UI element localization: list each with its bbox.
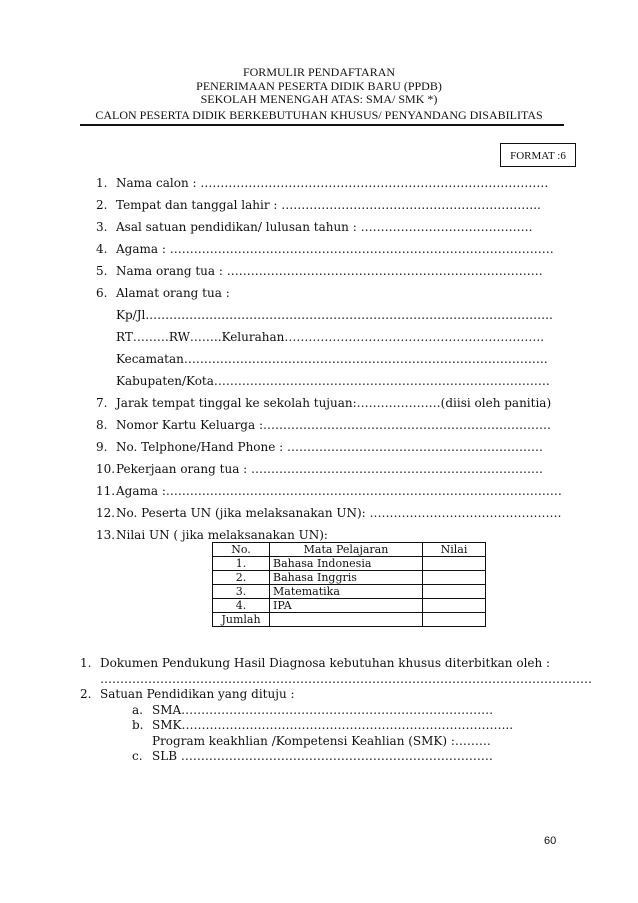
total-subject-cell bbox=[270, 613, 423, 627]
field-number: 4. bbox=[96, 242, 108, 256]
field-number: 1. bbox=[96, 176, 108, 190]
field-row[interactable] bbox=[96, 414, 556, 436]
subject-name: Bahasa Indonesia bbox=[270, 557, 423, 571]
field-row[interactable] bbox=[96, 194, 556, 216]
field-number: 3. bbox=[96, 220, 108, 234]
col-header-no: No. bbox=[213, 543, 270, 557]
address-row[interactable] bbox=[96, 370, 556, 392]
field-label: Nomor Kartu Keluarga :……………………………………………………………… bbox=[116, 418, 551, 432]
field-row[interactable] bbox=[96, 260, 556, 282]
field-label: Kecamatan………………………………………………………………………………. bbox=[116, 352, 548, 366]
item-label: Dokumen Pendukung Hasil Diagnosa kebutuhan khusus diterbitkan oleh : bbox=[100, 656, 551, 670]
field-label: RT………RW……..Kelurahan……………………………………………………….. bbox=[116, 330, 545, 344]
address-row[interactable] bbox=[96, 304, 556, 326]
field-number: 2. bbox=[96, 198, 108, 212]
field-label: Tempat dan tanggal lahir : ……………………………………………………….. bbox=[116, 198, 541, 212]
field-row[interactable] bbox=[96, 436, 556, 458]
field-label: Alamat orang tua : bbox=[116, 286, 230, 300]
field-number: 8. bbox=[96, 418, 108, 432]
field-label: Asal satuan pendidikan/ lulusan tahun : ……………………………………. bbox=[116, 220, 533, 234]
format-badge: FORMAT :6 bbox=[500, 143, 576, 167]
table-row bbox=[213, 571, 486, 585]
option-letter: a. bbox=[132, 702, 143, 717]
field-label: Agama :……………………………………………………………………………………… bbox=[116, 484, 562, 498]
field-label: Nama calon : …………………………………………………………………………… bbox=[116, 176, 549, 190]
score-cell[interactable] bbox=[423, 571, 486, 585]
field-row bbox=[96, 282, 556, 304]
field-label: Jarak tempat tinggal ke sekolah tujuan:…………………(diisi oleh panitia) bbox=[116, 396, 552, 410]
table-row bbox=[213, 599, 486, 613]
total-label: Jumlah bbox=[213, 613, 270, 627]
field-number: 6. bbox=[96, 286, 108, 300]
form-subtitle: PENERIMAAN PESERTA DIDIK BARU (PPDB) bbox=[196, 78, 442, 93]
school-option[interactable] bbox=[80, 749, 560, 765]
school-level: SEKOLAH MENENGAH ATAS: SMA/ SMK *) bbox=[200, 92, 438, 106]
school-option[interactable] bbox=[80, 718, 560, 734]
col-header-subject: Mata Pelajaran bbox=[270, 543, 423, 557]
table-row bbox=[213, 585, 486, 599]
diagnosis-document-blank[interactable] bbox=[80, 671, 592, 688]
field-number: 10. bbox=[96, 462, 116, 476]
item-label: Satuan Pendidikan yang dituju : bbox=[100, 687, 295, 701]
table-row bbox=[213, 557, 486, 571]
item-number: 2. bbox=[80, 687, 92, 701]
row-number: 3. bbox=[213, 585, 270, 599]
item-number: 1. bbox=[80, 656, 92, 670]
form-fields bbox=[96, 172, 562, 546]
option-text: SMA…………………………………………………………………… bbox=[152, 702, 494, 717]
field-label: No. Telphone/Hand Phone : ………………………………………………………. bbox=[116, 440, 543, 454]
row-number: 4. bbox=[213, 599, 270, 613]
target-group: CALON PESERTA DIDIK BERKEBUTUHAN KHUSUS/ PENYANDANG DISABILITAS bbox=[95, 107, 543, 122]
field-label: Kabupaten/Kota………………………………………………………………………… bbox=[116, 374, 550, 388]
row-number: 1. bbox=[213, 557, 270, 571]
row-number: 2. bbox=[213, 571, 270, 585]
address-row[interactable] bbox=[96, 348, 556, 370]
page-number: 60 bbox=[544, 835, 557, 847]
field-row[interactable] bbox=[96, 502, 562, 524]
option-text: Program keakhlian /Kompetensi Keahlian (SMK) :……… bbox=[152, 733, 491, 748]
school-option-program[interactable] bbox=[80, 734, 560, 750]
field-label: Agama : …………………………………………………………………………………… bbox=[116, 242, 554, 256]
subject-name: Matematika bbox=[270, 585, 423, 599]
form-title: FORMULIR PENDAFTARAN bbox=[242, 65, 396, 79]
field-label: Kp/Jl.……………………………………………………………………………………….. bbox=[116, 308, 553, 322]
field-row[interactable] bbox=[96, 238, 556, 260]
field-number: 7. bbox=[96, 396, 108, 410]
field-number: 13. bbox=[96, 528, 116, 542]
subject-name: IPA bbox=[270, 599, 423, 613]
field-label: No. Peserta UN (jika melaksanakan UN): ………………………………………… bbox=[116, 506, 562, 520]
header-divider bbox=[80, 124, 564, 126]
field-row[interactable] bbox=[96, 216, 556, 238]
total-score-cell[interactable] bbox=[423, 613, 486, 627]
field-number: 12. bbox=[96, 506, 116, 520]
supporting-section bbox=[80, 656, 592, 765]
table-total-row bbox=[213, 613, 486, 627]
fill-line: …………………………………………………………………………………………………………… bbox=[100, 671, 592, 686]
field-row[interactable] bbox=[96, 172, 556, 194]
diagnosis-document-row bbox=[80, 656, 560, 672]
field-label: Nama orang tua : ……………………………………………………………………. bbox=[116, 264, 543, 278]
field-number: 9. bbox=[96, 440, 108, 454]
field-row[interactable] bbox=[96, 392, 556, 414]
option-text: SLB …………………………………………………………………… bbox=[152, 749, 493, 763]
exam-score-table bbox=[212, 542, 486, 627]
score-cell[interactable] bbox=[423, 557, 486, 571]
target-school-row bbox=[80, 687, 560, 703]
field-row[interactable] bbox=[96, 458, 556, 480]
school-option[interactable] bbox=[80, 703, 560, 719]
field-label: Pekerjaan orang tua : ………………………………………………………………. bbox=[116, 462, 543, 476]
score-cell[interactable] bbox=[423, 585, 486, 599]
field-number: 5. bbox=[96, 264, 108, 278]
field-label: Nilai UN ( jika melaksanakan UN): bbox=[116, 528, 328, 542]
option-letter: c. bbox=[132, 749, 143, 763]
address-row[interactable] bbox=[96, 326, 556, 348]
col-header-score: Nilai bbox=[423, 543, 486, 557]
option-letter: b. bbox=[132, 718, 144, 732]
form-header bbox=[0, 66, 638, 122]
subject-name: Bahasa Inggris bbox=[270, 571, 423, 585]
score-cell[interactable] bbox=[423, 599, 486, 613]
table-header-row bbox=[213, 543, 486, 557]
option-text: SMK……………………………………………………………………….. bbox=[152, 718, 514, 732]
field-row[interactable] bbox=[96, 480, 562, 502]
field-number: 11. bbox=[96, 484, 116, 498]
